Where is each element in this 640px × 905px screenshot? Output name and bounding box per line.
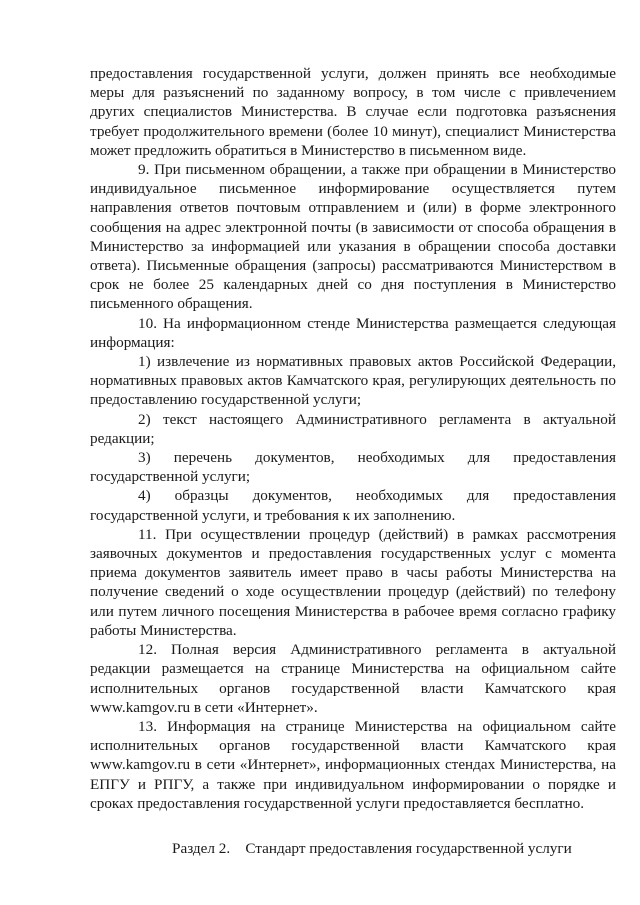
paragraph-13: 13. Информация на странице Министерства на официальном сайте исполнительных органов государственной власти Камчатского края www.kamgov.ru в сети «Интернет», информационных стендах Министерства, на ЕПГУ и РПГУ, а также при индивидуальном информировании о порядке и сроках предоставления государственной услуги предоставляется бесплатно. <box>90 717 616 812</box>
paragraph-12: 12. Полная версия Административного регламента в актуальной редакции размещается на странице Министерства на официальном сайте исполнительных органов государственной власти Камчатского края www.kamgov.ru в сети «Интернет». <box>90 641 616 716</box>
paragraph-10: 10. На информационном стенде Министерства размещается следующая информация: <box>90 314 616 351</box>
section-number: Раздел 2. <box>172 839 231 857</box>
paragraph-9: 9. При письменном обращении, а также при обращении в Министерство индивидуальное письменное информирование осуществляется путем направления ответов почтовым отправлением и (или) в форме электронного сообщения на адрес электронной почты (в зависимости от способа обращения в Министерство за информацией или указания в обращении способа доставки ответа). Письменные обращения (запросы) рассматриваются Министерством в срок не более 25 календарных дней со дня поступления в Министерство письменного обращения. <box>90 161 616 313</box>
paragraph-continuation: предоставления государственной услуги, должен принять все необходимые меры для разъяснений по заданному вопросу, в том числе с привлечением других специалистов Министерства. В случае если подготовка разъяснения требует продолжительного времени (более 10 минут), специалист Министерства может предложить обратиться в Министерство в письменном виде. <box>90 65 616 159</box>
section-title-text: Стандарт предоставления государственной услуги <box>245 839 572 857</box>
list-item-2: 2) текст настоящего Административного регламента в актуальной редакции; <box>90 410 616 447</box>
paragraph-11: 11. При осуществлении процедур (действий) в рамках рассмотрения заявочных документов и предоставления государственных услуг с момента приема документов заявитель имеет право в часы работы Министерства на получение сведений о ходе осуществлении процедур (действий) по телефону или путем личного посещения Министерства в рабочее время согласно графику работы Министерства. <box>90 525 616 639</box>
list-item-1: 1) извлечение из нормативных правовых актов Российской Федерации, нормативных правовых актов Камчатского края, регулирующих деятельность по предоставлению государственной услуги; <box>90 353 616 409</box>
list-item-3: 3) перечень документов, необходимых для предоставления государственной услуги; <box>90 449 616 486</box>
section-heading <box>90 839 616 858</box>
document-page <box>90 64 616 858</box>
list-item-4: 4) образцы документов, необходимых для предоставления государственной услуги, и требования к их заполнению. <box>90 487 616 524</box>
